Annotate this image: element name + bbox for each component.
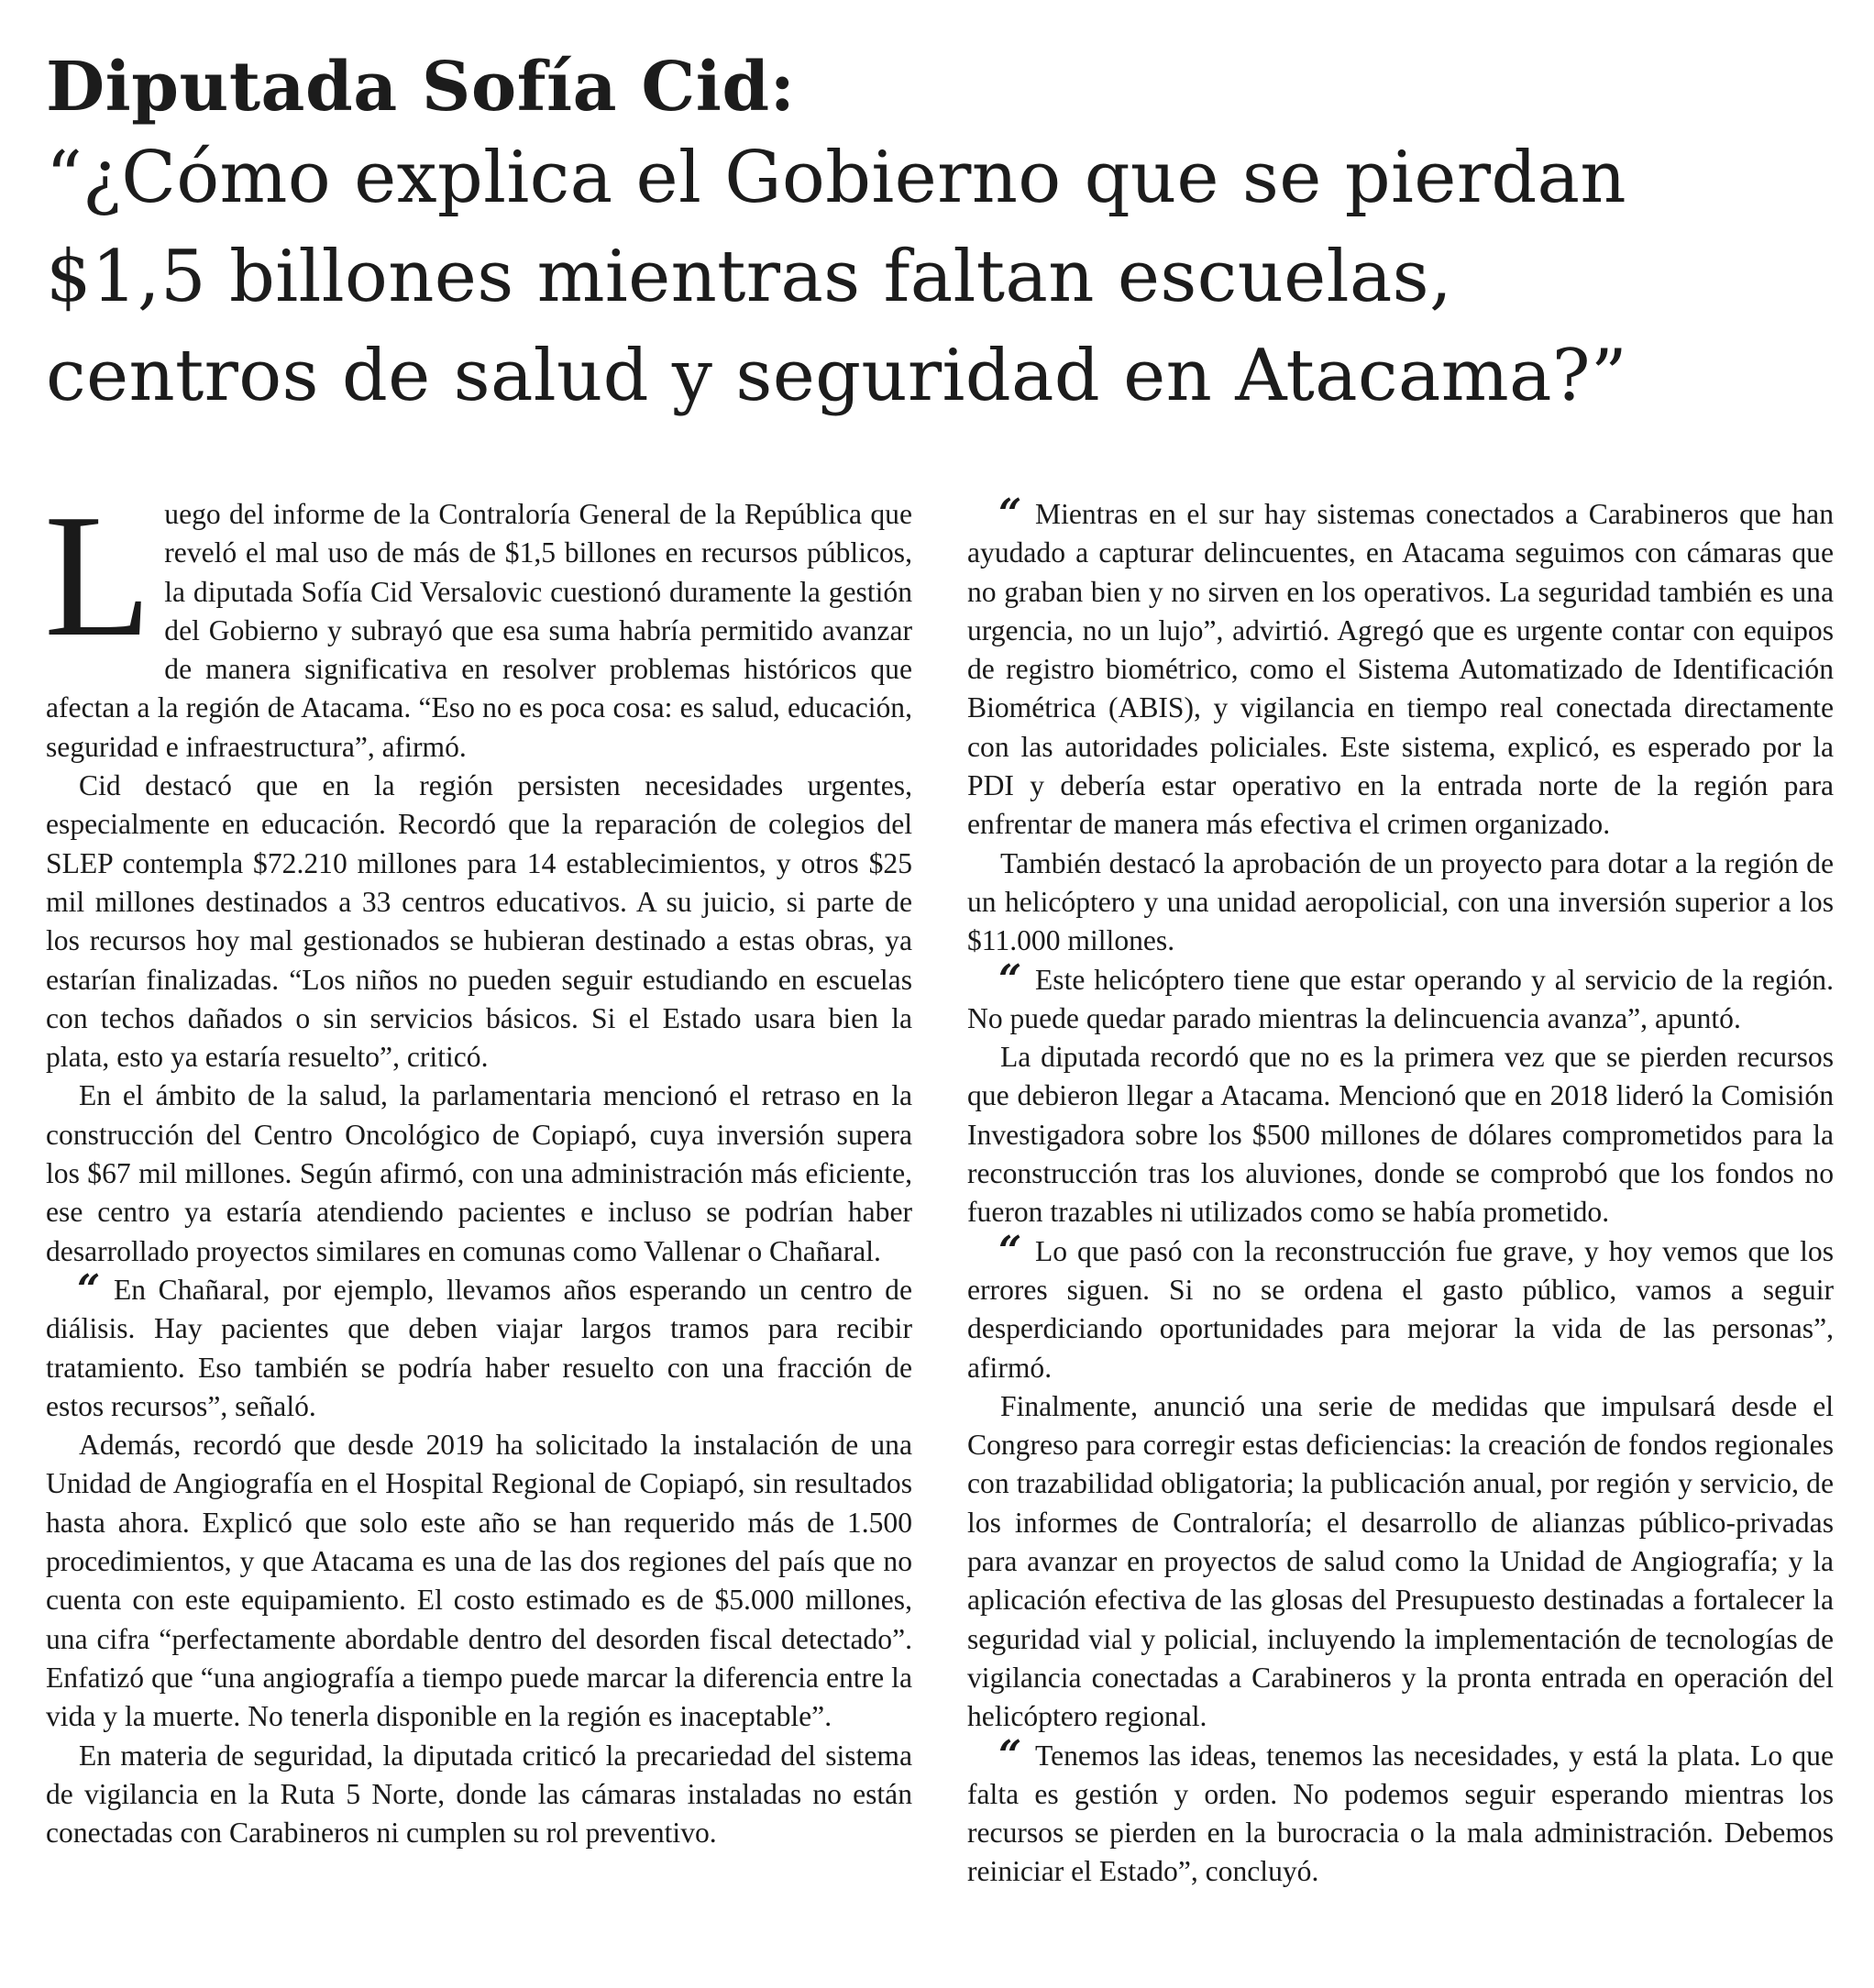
pull-quote-paragraph (967, 955, 1834, 1039)
article-lead-paragraph (44, 478, 912, 767)
quote-text: Lo que pasó con la reconstrucción fue grave, y hoy vemos que los errores siguen. Si no se ordena el gasto público, vamos a seguir desperdiciando oportunidades para mejorar la vida de las personas”, afirmó. (967, 1234, 1834, 1384)
quote-text: Mientras en el sur hay sistemas conectados a Carabineros que han ayudado a capturar delincuentes, en Atacama seguimos con cámaras que no graban bien y no sirven en los operativos. La seguridad también es una urgencia, no un lujo”, advirtió. Agregó que es urgente contar con equipos de registro biométrico, como el Sistema Automatizado de Identificación Biométrica (ABIS), y vigilancia en tiempo real conectada directamente con las autoridades policiales. Este sistema, explicó, es esperado por la PDI y debería estar operativo en la entrada norte de la región para enfrentar de manera más efectiva el crimen organizado. (967, 498, 1834, 841)
body-paragraph: Cid destacó que en la región persisten necesidades urgentes, especialmente en educación. Recordó que la reparación de colegios del SLEP contempla $72.210 millones para 14 establecimientos, y otros $25 mil millones destinados a 33 centros educativos. A su juicio, si parte de los recursos hoy mal gestionados se hubieran destinado a estas obras, ya estarían finalizadas. “Los niños no pueden seguir estudiando en escuelas con techos dañados o sin servicios básicos. Si el Estado usara bien la plata, esto ya estaría resuelto”, criticó. (46, 769, 912, 1074)
quote-mark-icon: “ (998, 491, 1022, 537)
headline-kicker: Diputada Sofía Cid: (46, 48, 796, 127)
article-body (44, 478, 1834, 1892)
pull-quote-paragraph (967, 1227, 1834, 1387)
quote-text: Tenemos las ideas, tenemos las necesidades, y está la plata. Lo que falta es gestión y orden. No podemos seguir esperando mientras los recursos se pierden en la burocracia o la mala administración. Debemos reiniciar el Estado”, concluyó. (967, 1739, 1834, 1888)
body-paragraph: En el ámbito de la salud, la parlamentaria mencionó el retraso en la construcción del Centro Oncológico de Copiapó, cuya inversión supera los $67 mil millones. Según afirmó, con una administración más eficiente, ese centro ya estaría atendiendo pacientes e incluso se podrían haber desarrollado proyectos similares en comunas como Vallenar o Chañaral. (46, 1079, 912, 1267)
pull-quote-paragraph (46, 1265, 912, 1426)
drop-cap: L (44, 478, 152, 673)
pull-quote-paragraph (967, 491, 1834, 845)
headline-line-1: “¿Cómo explica el Gobierno que se pierdan (46, 137, 1626, 219)
article-column-right (967, 491, 1834, 1892)
quote-text: Este helicóptero tiene que estar operando y al servicio de la región. No puede quedar parado mientras la delincuencia avanza”, apuntó. (967, 963, 1834, 1034)
headline-line-3: centros de salud y seguridad en Atacama?” (46, 335, 1628, 417)
quote-mark-icon: “ (998, 1731, 1022, 1779)
paragraph-text: uego del informe de la Contraloría General de la República que reveló el mal uso de más de $1,5 billones en recursos públicos, la diputada Sofía Cid Versalovic cuestionó duramente la gestión del Gobierno y subrayó que esa suma habría permitido avanzar de manera significativa en resolver problemas históricos que afectan a la región de Atacama. “Eso no es poca cosa: es salud, educación, seguridad e infraestructura”, afirmó. (46, 498, 912, 763)
quote-mark-icon: “ (998, 1227, 1022, 1275)
quote-text: En Chañaral, por ejemplo, llevamos años esperando un centro de diálisis. Hay pacientes que deben viajar largos tramos para recibir tratamiento. Eso también se podría haber resuelto con una fracción de estos recursos”, señaló. (46, 1273, 912, 1422)
body-paragraph: La diputada recordó que no es la primera vez que se pierden recursos que debieron llegar a Atacama. Mencionó que en 2018 lideró la Comisión Investigadora sobre los $500 millones de dólares comprometidos para la reconstrucción tras los aluviones, donde se comprobó que los fondos no fueron trazables ni utilizados como se había prometido. (967, 1041, 1834, 1229)
quote-mark-icon: “ (998, 955, 1022, 1003)
body-paragraph: Además, recordó que desde 2019 ha solicitado la instalación de una Unidad de Angiografía en el Hospital Regional de Copiapó, sin resultados hasta ahora. Explicó que solo este año se han requerido más de 1.500 procedimientos, y que Atacama es una de las dos regiones del país que no cuenta con este equipamiento. El costo estimado es de $5.000 millones, una cifra “perfectamente abordable dentro del desorden fiscal detectado”. Enfatizó que “una angiografía a tiempo puede marcar la diferencia entre la vida y la muerte. No tenerla disponible en la región es inaceptable”. (46, 1429, 912, 1733)
pull-quote-paragraph (967, 1731, 1834, 1892)
headline (46, 46, 1830, 425)
body-paragraph: También destacó la aprobación de un proyecto para dotar a la región de un helicóptero y una unidad aeropolicial, con una inversión superior a los $11.000 millones. (967, 846, 1834, 957)
quote-mark-icon: “ (77, 1265, 101, 1313)
article-column-left (44, 478, 912, 1892)
headline-line-2: $1,5 billones mientras faltan escuelas, (46, 236, 1453, 318)
body-paragraph: Finalmente, anunció una serie de medidas que impulsará desde el Congreso para corregir estas deficiencias: la creación de fondos regionales con trazabilidad obligatoria; la publicación anual, por región y servicio, de los informes de Contraloría; el desarrollo de alianzas público-privadas para avanzar en proyectos de salud como la Unidad de Angiografía; y la aplicación efectiva de las glosas del Presupuesto destinadas a fortalecer la seguridad vial y policial, incluyendo la implementación de tecnologías de vigilancia conectadas a Carabineros y la pronta entrada en operación del helicóptero regional. (967, 1389, 1834, 1733)
body-paragraph: En materia de seguridad, la diputada criticó la precariedad del sistema de vigilancia en la Ruta 5 Norte, donde las cámaras instaladas no están conectadas con Carabineros ni cumplen su rol preventivo. (46, 1739, 912, 1850)
